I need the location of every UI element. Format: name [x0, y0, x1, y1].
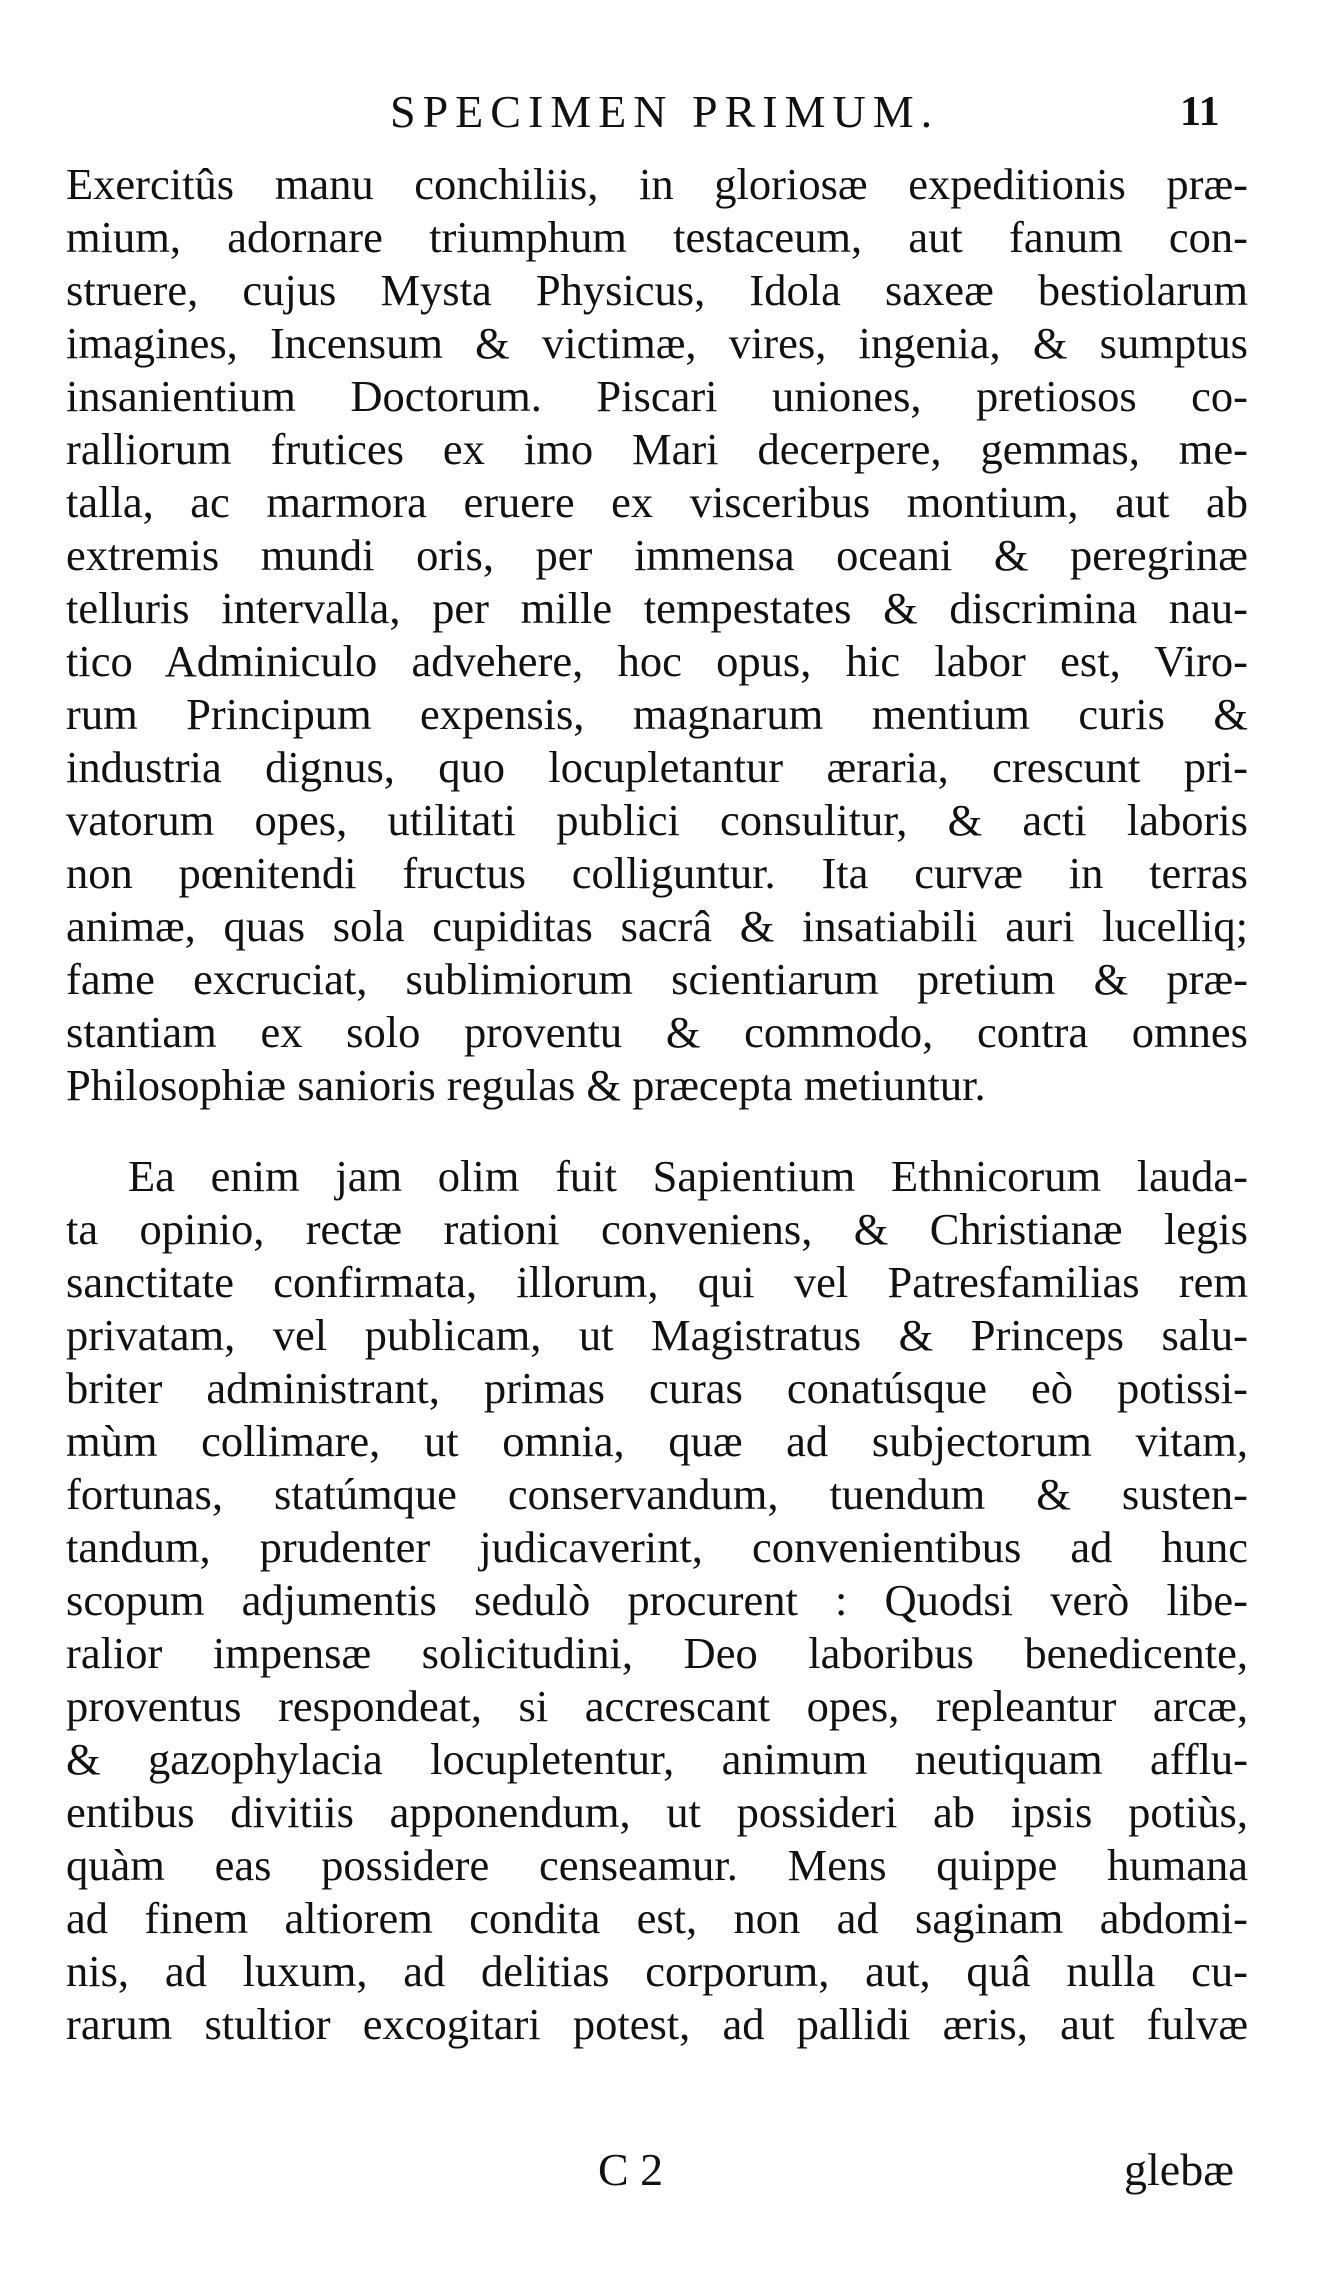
text-line: tico Adminiculo advehere, hoc opus, hic labor est, Viro-: [66, 636, 1248, 686]
text-line: fame excruciat, sublimiorum scientiarum pretium & præ-: [66, 954, 1248, 1004]
text-line: Ea enim jam olim fuit Sapientium Ethnicorum lauda-: [128, 1151, 1248, 1201]
running-head: [0, 82, 1320, 142]
text-line: tandum, prudenter judicaverint, convenientibus ad hunc: [66, 1522, 1248, 1572]
text-line: talla, ac marmora eruere ex visceribus montium, aut ab: [66, 477, 1248, 527]
text-line: ad finem altiorem condita est, non ad saginam abdomi-: [66, 1893, 1248, 1943]
text-line: ralliorum frutices ex imo Mari decerpere, gemmas, me-: [66, 424, 1248, 474]
text-line: insanientium Doctorum. Piscari uniones, pretiosos co-: [66, 371, 1248, 421]
text-line: ta opinio, rectæ rationi conveniens, & Christianæ legis: [66, 1204, 1248, 1254]
text-line: Philosophiæ sanioris regulas & præcepta metiuntur.: [66, 1060, 986, 1110]
paragraph-2: [66, 1150, 1248, 2051]
text-line: fortunas, statúmque conservandum, tuendum & susten-: [66, 1469, 1248, 1519]
running-title: SPECIMEN PRIMUM.: [390, 86, 940, 137]
text-line: scopum adjumentis sedulò procurent : Quodsi verò libe-: [66, 1575, 1248, 1625]
text-line: stantiam ex solo proventu & commodo, contra omnes: [66, 1007, 1248, 1057]
text-line: non pœnitendi fructus colliguntur. Ita curvæ in terras: [66, 848, 1248, 898]
page-footer: [0, 2140, 1320, 2200]
text-line: mùm collimare, ut omnia, quæ ad subjectorum vitam,: [66, 1416, 1248, 1466]
text-line: privatam, vel publicam, ut Magistratus & Princeps salu-: [66, 1310, 1248, 1360]
text-line: rum Principum expensis, magnarum mentium curis &: [66, 689, 1248, 739]
text-line: telluris intervalla, per mille tempestates & discrimina nau-: [66, 583, 1248, 633]
text-line: extremis mundi oris, per immensa oceani & peregrinæ: [66, 530, 1248, 580]
page-number: 11: [1180, 89, 1220, 135]
text-line: briter administrant, primas curas conatúsque eò potissi-: [66, 1363, 1248, 1413]
text-line: animæ, quas sola cupiditas sacrâ & insatiabili auri lucelliq;: [66, 901, 1248, 951]
text-line: struere, cujus Mysta Physicus, Idola saxeæ bestiolarum: [66, 265, 1248, 315]
text-line: nis, ad luxum, ad delitias corporum, aut, quâ nulla cu-: [66, 1946, 1248, 1996]
text-line: sanctitate confirmata, illorum, qui vel Patresfamilias rem: [66, 1257, 1248, 1307]
text-line: rarum stultior excogitari potest, ad pallidi æris, aut fulvæ: [66, 1999, 1248, 2049]
text-line: industria dignus, quo locupletantur æraria, crescunt pri-: [66, 742, 1248, 792]
text-line: ralior impensæ solicitudini, Deo laboribus benedicente,: [66, 1628, 1248, 1678]
text-line: & gazophylacia locupletentur, animum neutiquam afflu-: [66, 1734, 1248, 1784]
text-line: proventus respondeat, si accrescant opes, repleantur arcæ,: [66, 1681, 1248, 1731]
text-line: vatorum opes, utilitati publici consulitur, & acti laboris: [66, 795, 1248, 845]
signature-mark: C 2: [598, 2144, 664, 2195]
text-line: mium, adornare triumphum testaceum, aut fanum con-: [66, 212, 1248, 262]
catchword: glebæ: [1124, 2144, 1234, 2195]
paragraph-gap: [66, 1112, 1248, 1150]
text-line: Exercitûs manu conchiliis, in gloriosæ expeditionis præ-: [66, 159, 1248, 209]
text-line: entibus divitiis apponendum, ut possideri ab ipsis potiùs,: [66, 1787, 1248, 1837]
body-text: [66, 158, 1248, 2051]
text-line: quàm eas possidere censeamur. Mens quippe humana: [66, 1840, 1248, 1890]
paragraph-1: [66, 158, 1248, 1112]
text-line: imagines, Incensum & victimæ, vires, ingenia, & sumptus: [66, 318, 1248, 368]
